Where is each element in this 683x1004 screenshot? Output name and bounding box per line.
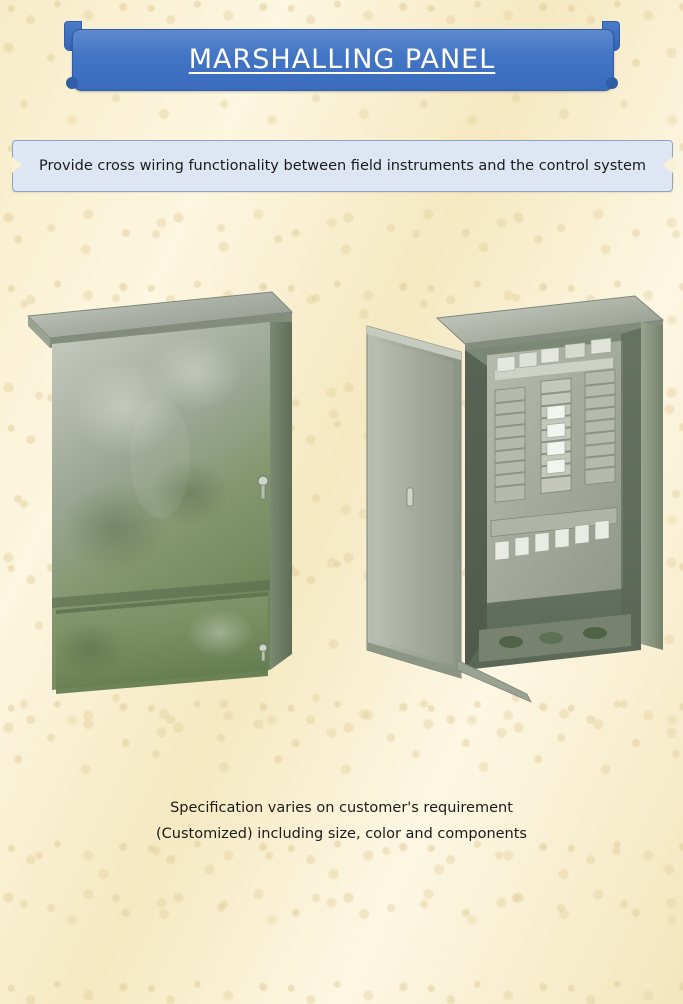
- subtitle-banner: [12, 140, 673, 192]
- caption-line-2: (Customized) including size, color and components: [155, 826, 527, 842]
- figure-caption: [0, 795, 683, 847]
- page-title: MARSHALLING PANEL: [188, 43, 496, 75]
- open-marshalling-panel-photo: [345, 278, 675, 718]
- closed-marshalling-panel-photo: [20, 278, 320, 698]
- title-banner: [64, 29, 620, 89]
- subtitle-text: Provide cross wiring functionality between field instruments and the control system: [39, 158, 646, 174]
- caption-line-1: Specification varies on customer's requirement: [170, 800, 513, 816]
- photo-group: [0, 270, 683, 730]
